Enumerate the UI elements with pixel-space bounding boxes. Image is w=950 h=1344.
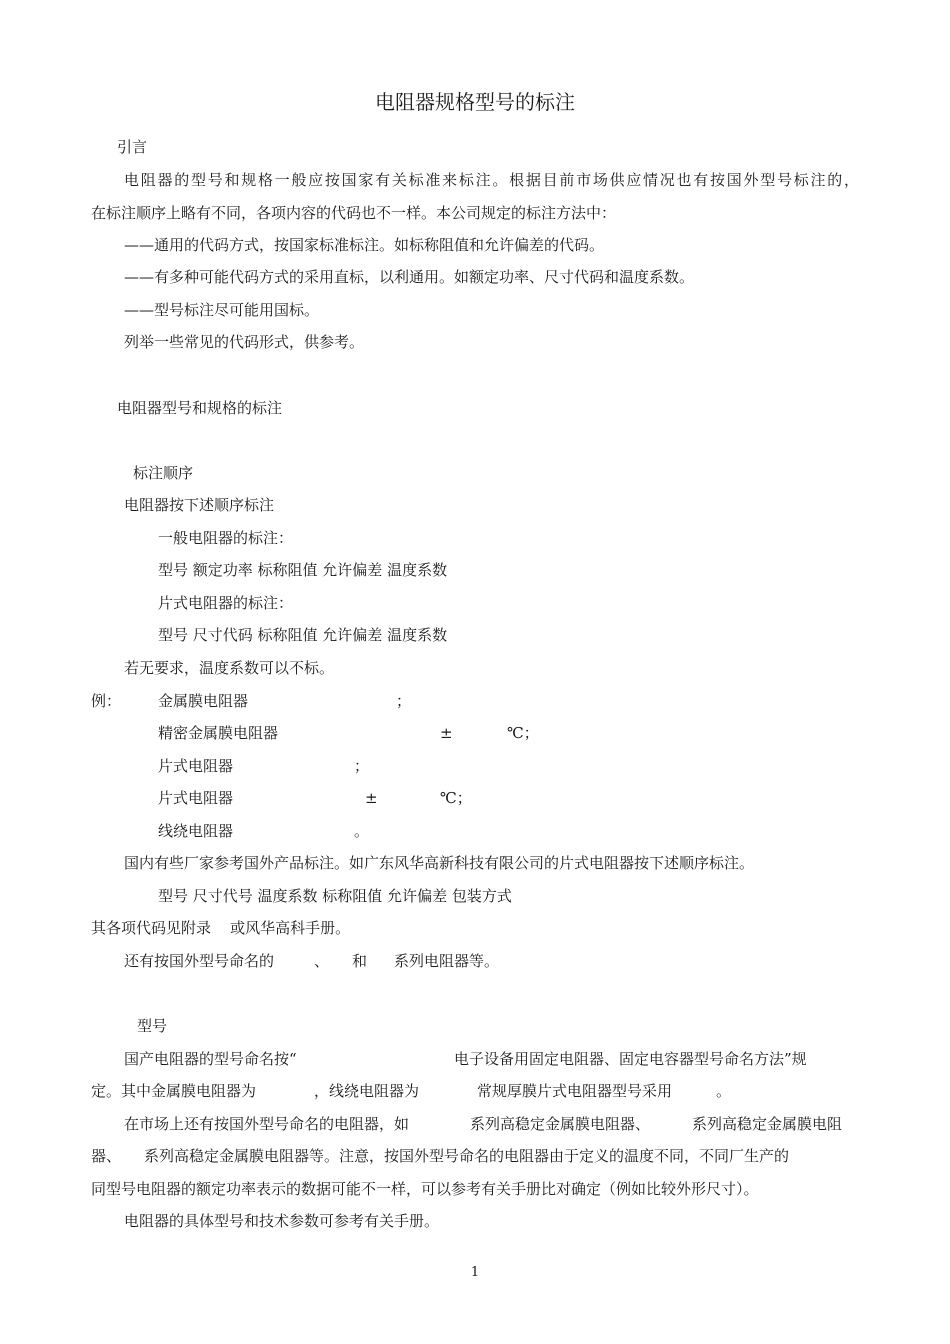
- intro-bullet: ——型号标注尽可能用国标。: [124, 301, 320, 319]
- model-para-part: 系列高稳定金属膜电阻: [692, 1115, 843, 1133]
- foreign-note-part: 系列电阻器等。: [394, 952, 500, 970]
- example-label: 例：: [91, 692, 122, 710]
- example-name: 片式电阻器: [158, 789, 234, 807]
- model-para-part: 器、: [91, 1147, 122, 1165]
- chip-label: 片式电阻器的标注：: [158, 594, 294, 612]
- foreign-note-part: 还有按国外型号命名的: [124, 952, 275, 970]
- appendix-note: 其各项代码见附录 或风华高科手册。: [91, 919, 351, 937]
- model-para-part: 定。其中金属膜电阻器为: [91, 1082, 257, 1100]
- intro-closing: 列举一些常见的代码形式，供参考。: [124, 333, 365, 351]
- example-plusminus: ±: [440, 724, 453, 742]
- model-para-part: 。: [716, 1082, 732, 1100]
- example-unit: ℃；: [440, 789, 472, 807]
- model-para-part: 系列高稳定金属膜电阻器等。注意，按国外型号命名的电阻器由于定义的温度不同，不同厂生产的: [144, 1147, 790, 1165]
- model-para-part: 国产电阻器的型号命名按“: [124, 1050, 297, 1068]
- general-fields: 型号 额定功率 标称阻值 允许偏差 温度系数: [158, 561, 448, 579]
- intro-paragraph-line: 电阻器的型号和规格一般应按国家有关标准来标注。根据目前市场供应情况也有按国外型号标注的，: [124, 171, 859, 189]
- example-name: 线绕电阻器: [158, 822, 234, 840]
- model-para-closing: 电阻器的具体型号和技术参数可参考有关手册。: [124, 1212, 440, 1230]
- model-para-part: 同型号电阻器的额定功率表示的数据可能不一样，可以参考有关手册比对确定（例如比较外形尺寸）。: [91, 1180, 759, 1198]
- model-para-part: 常规厚膜片式电阻器型号采用: [477, 1082, 673, 1100]
- intro-heading: 引言: [117, 138, 148, 156]
- page-title: 电阻器规格型号的标注: [375, 90, 575, 114]
- intro-bullet: ——有多种可能代码方式的采用直标，以利通用。如额定功率、尺寸代码和温度系数。: [124, 268, 695, 286]
- example-name: 片式电阻器: [158, 757, 234, 775]
- model-para-part: ，线绕电阻器为: [314, 1082, 420, 1100]
- subsection-heading: 标注顺序: [133, 464, 194, 482]
- temperature-note: 若无要求，温度系数可以不标。: [124, 659, 335, 677]
- intro-bullet: ——通用的代码方式，按国家标准标注。如标称阻值和允许偏差的代码。: [124, 236, 605, 254]
- example-end: ；: [396, 692, 412, 710]
- example-name: 金属膜电阻器: [158, 692, 249, 710]
- domestic-note: 国内有些厂家参考国外产品标注。如广东风华高新科技有限公司的片式电阻器按下述顺序标注。: [124, 854, 755, 872]
- chip-fields: 型号 尺寸代码 标称阻值 允许偏差 温度系数: [158, 626, 448, 644]
- model-para-part: 电子设备用固定电阻器、固定电容器型号命名方法”规: [454, 1050, 807, 1068]
- intro-paragraph-line: 在标注顺序上略有不同，各项内容的代码也不一样。本公司规定的标注方法中：: [91, 204, 617, 222]
- example-unit: ℃；: [507, 724, 539, 742]
- model-para-part: 系列高稳定金属膜电阻器、: [470, 1115, 651, 1133]
- fenghua-fields: 型号 尺寸代号 温度系数 标称阻值 允许偏差 包装方式: [158, 887, 512, 905]
- foreign-note-part: 和: [352, 952, 368, 970]
- subsection-heading: 型号: [137, 1017, 168, 1035]
- example-plusminus: ±: [365, 789, 378, 807]
- section-heading: 电阻器型号和规格的标注: [117, 399, 283, 417]
- model-para-part: 在市场上还有按国外型号命名的电阻器，如: [124, 1115, 410, 1133]
- example-end: ；: [354, 757, 370, 775]
- foreign-note-part: 、: [314, 952, 330, 970]
- general-label: 一般电阻器的标注：: [158, 529, 294, 547]
- example-name: 精密金属膜电阻器: [158, 724, 279, 742]
- page-number: 1: [470, 1265, 480, 1280]
- example-end: 。: [354, 822, 370, 840]
- order-lead: 电阻器按下述顺序标注: [124, 496, 275, 514]
